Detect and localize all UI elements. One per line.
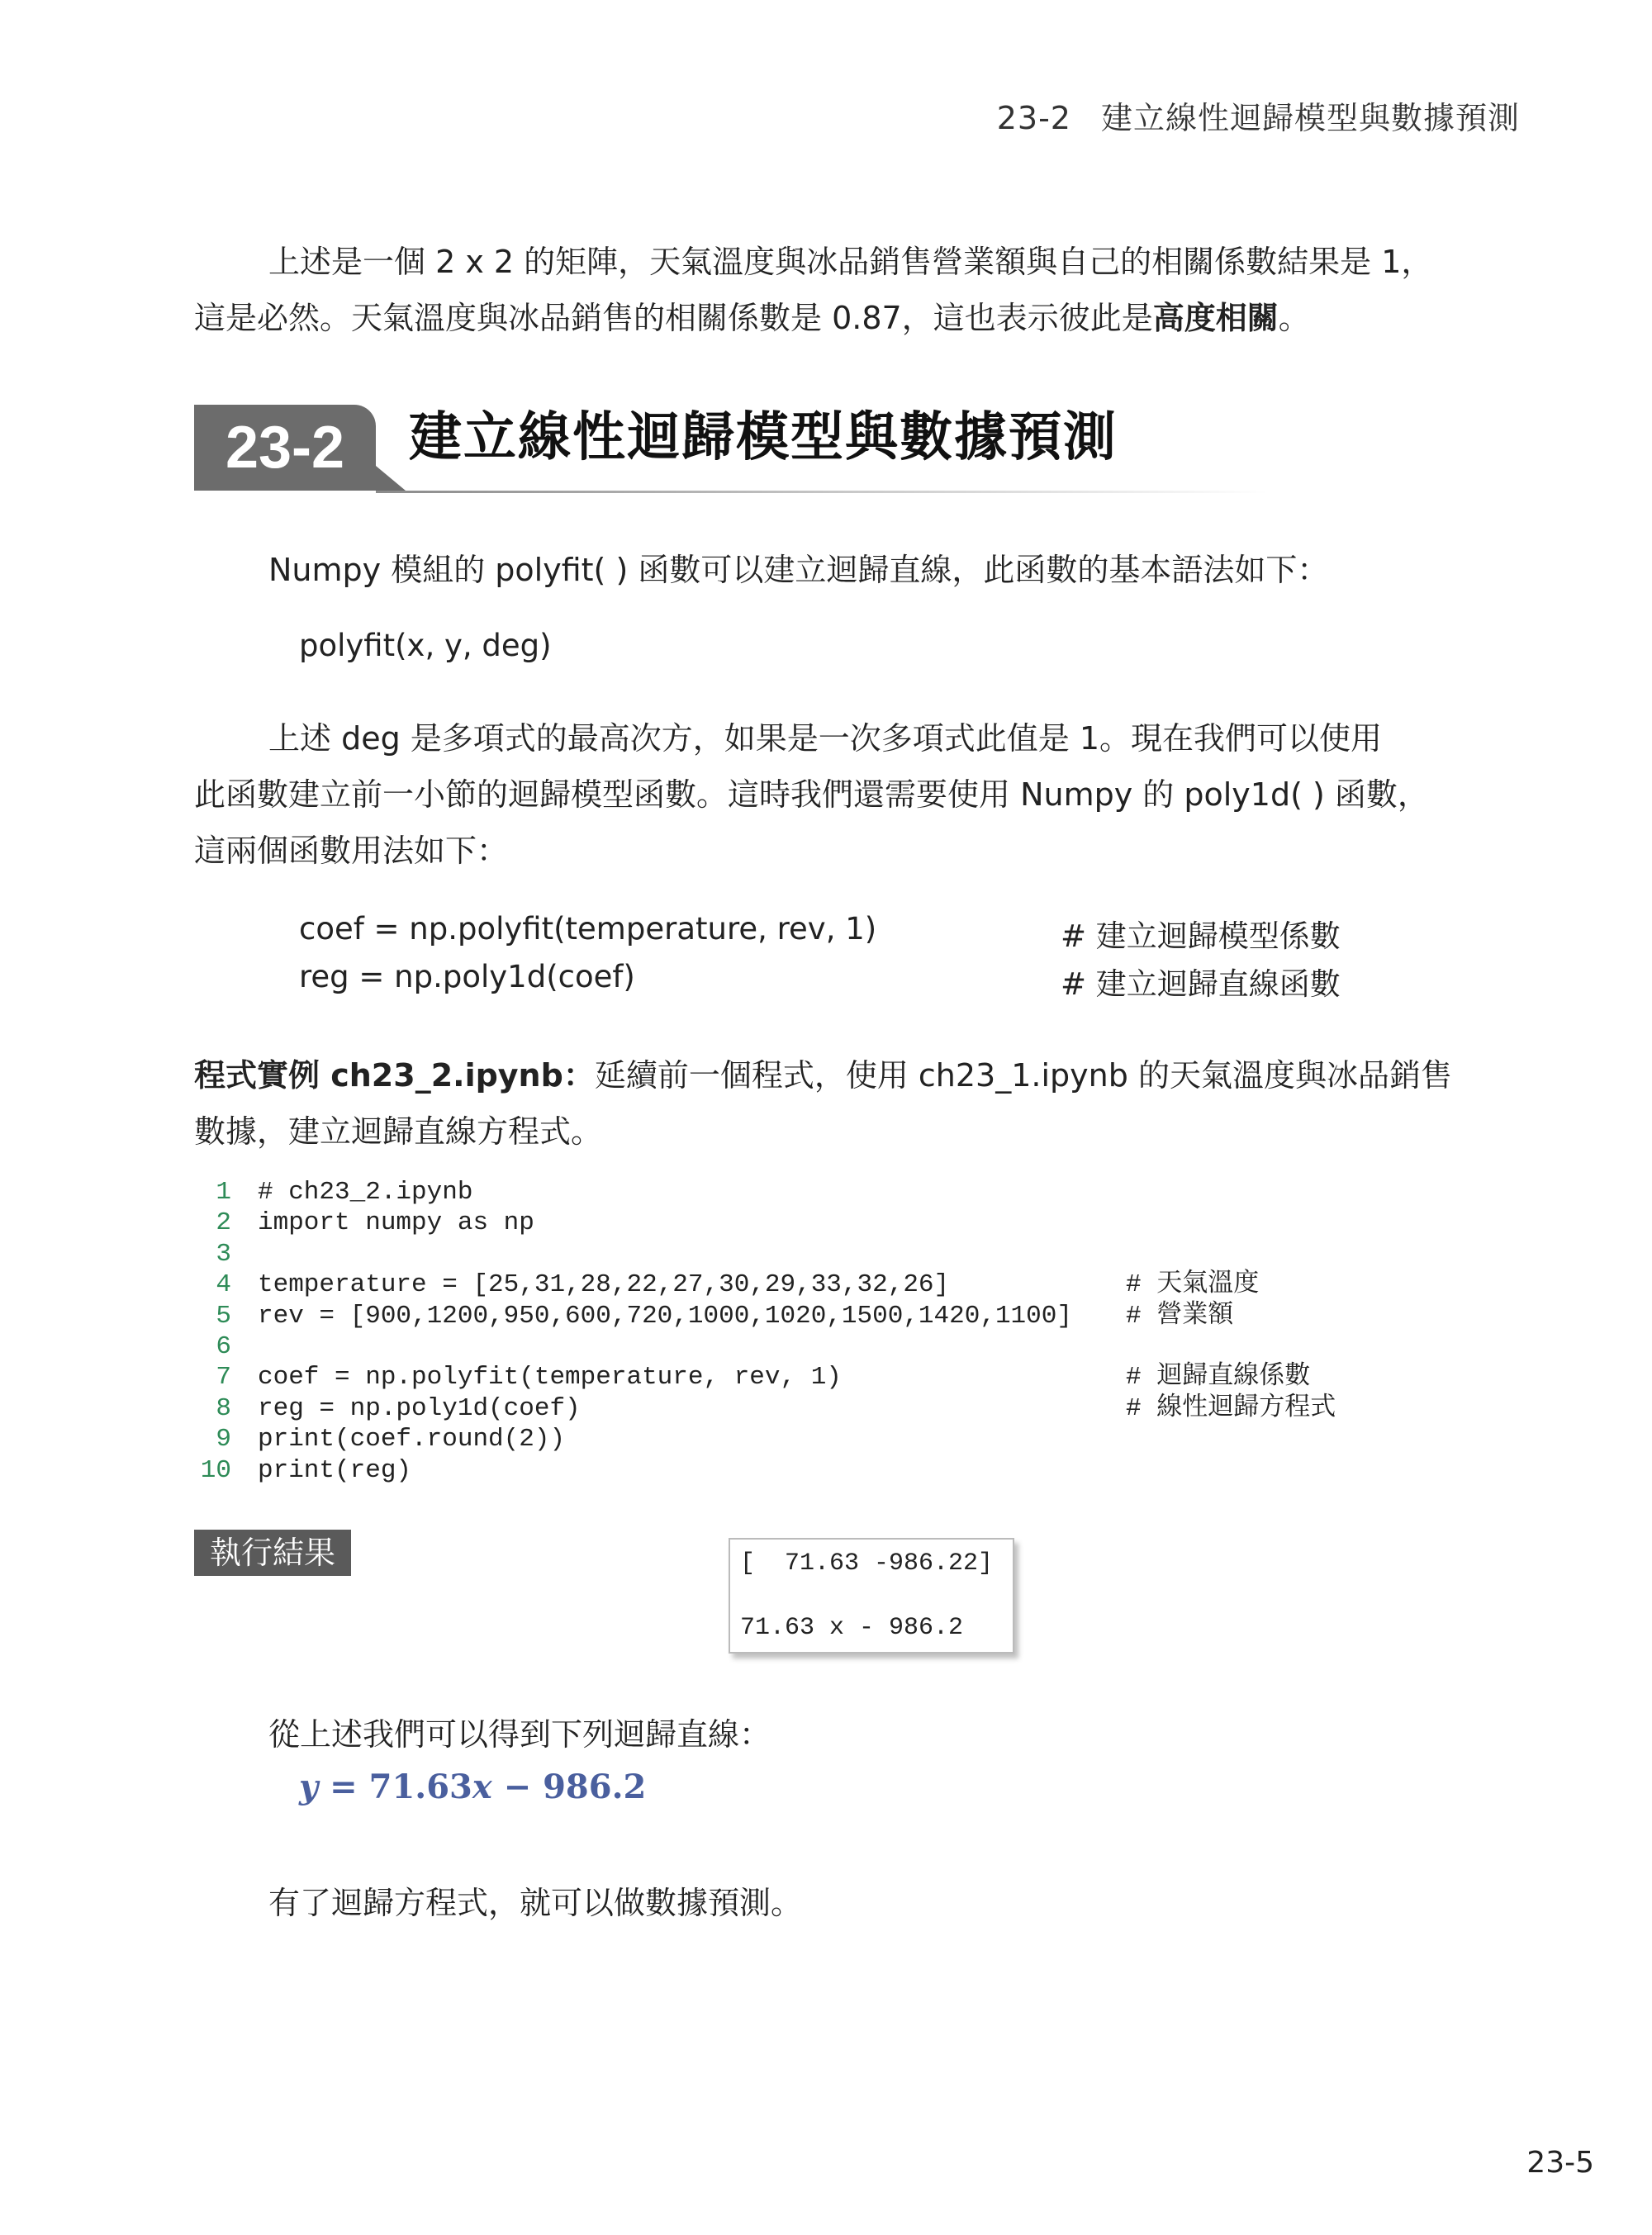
code-text: reg = np.poly1d(coef) bbox=[258, 1393, 581, 1423]
paragraph-regression-line bbox=[194, 1706, 1516, 1763]
banner-notch bbox=[376, 466, 406, 491]
paragraph-correlation bbox=[194, 234, 1516, 346]
para5-text: 有了迴歸方程式，就可以做數據預測。 bbox=[268, 1885, 803, 1921]
code-text: # ch23_2.ipynb bbox=[258, 1178, 473, 1207]
equation-rest: − 986.2 bbox=[491, 1768, 647, 1806]
code-text: import numpy as np bbox=[258, 1208, 534, 1238]
line-number: 7 bbox=[216, 1363, 231, 1393]
output-line-1: [ 71.63 -986.22] bbox=[740, 1549, 994, 1578]
code-line bbox=[194, 1393, 1433, 1424]
para1-line2-pre: 這是必然。天氣溫度與冰品銷售的相關係數是 0.87，這也表示彼此是 bbox=[194, 300, 1153, 336]
line-number: 6 bbox=[216, 1331, 231, 1361]
equation-x: x bbox=[472, 1768, 492, 1806]
line-number: 10 bbox=[200, 1455, 231, 1485]
running-header-title: 建立線性迴歸模型與數據預測 bbox=[1100, 100, 1520, 136]
para3-line1: 上述 deg 是多項式的最高次方，如果是一次多項式此值是 1。現在我們可以使用 bbox=[268, 720, 1383, 757]
line-number: 4 bbox=[216, 1270, 231, 1300]
result-label: 執行結果 bbox=[194, 1530, 351, 1576]
paragraph-polyfit-intro bbox=[194, 542, 1516, 598]
paragraph-prediction bbox=[194, 1875, 1516, 1931]
example-label: 程式實例 ch23_2.ipynb： bbox=[194, 1057, 595, 1094]
usage-comment-1: # 建立迴歸模型係數 bbox=[1061, 918, 1341, 954]
code-line bbox=[194, 1455, 1433, 1486]
running-header bbox=[997, 93, 1520, 138]
code-line bbox=[194, 1362, 1433, 1393]
syntax-line: polyfit(x, y, deg) bbox=[299, 628, 552, 663]
line-number: 9 bbox=[216, 1425, 231, 1454]
usage-code-1: coef = np.polyfit(temperature, rev, 1) bbox=[299, 911, 877, 947]
code-text: rev = [900,1200,950,600,720,1000,1020,1500,1420,1100] bbox=[258, 1301, 1072, 1331]
line-number: 1 bbox=[216, 1178, 231, 1207]
code-listing bbox=[194, 1177, 1433, 1486]
code-text: coef = np.polyfit(temperature, rev, 1) bbox=[258, 1363, 842, 1393]
output-box bbox=[729, 1538, 1014, 1654]
page-number: 23-5 bbox=[1526, 2146, 1594, 2180]
para2-text: Numpy 模組的 polyfit( ) 函數可以建立迴歸直線，此函數的基本語法如下： bbox=[268, 552, 1329, 588]
para1-line2-post: 。 bbox=[1278, 300, 1310, 336]
code-line bbox=[194, 1269, 1433, 1300]
line-number: 8 bbox=[216, 1393, 231, 1423]
section-rule bbox=[376, 491, 1268, 493]
code-line bbox=[194, 1239, 1433, 1269]
code-comment: # 迴歸直線係數 bbox=[1126, 1363, 1311, 1393]
code-text: print(coef.round(2)) bbox=[258, 1425, 566, 1454]
example-paragraph bbox=[194, 1047, 1516, 1160]
code-text: print(reg) bbox=[258, 1455, 412, 1485]
code-line bbox=[194, 1331, 1433, 1362]
section-heading bbox=[194, 396, 1268, 494]
line-number: 5 bbox=[216, 1301, 231, 1331]
equation-eq: = 71.63 bbox=[318, 1768, 472, 1806]
line-number: 3 bbox=[216, 1239, 231, 1269]
running-header-section: 23-2 bbox=[996, 100, 1071, 136]
example-line2: 數據，建立迴歸直線方程式。 bbox=[194, 1113, 603, 1150]
paragraph-deg bbox=[194, 710, 1516, 879]
usage-code-2: reg = np.poly1d(coef) bbox=[299, 959, 635, 994]
regression-equation bbox=[299, 1768, 646, 1806]
output-line-2: 71.63 x - 986.2 bbox=[740, 1614, 964, 1642]
para1-bold: 高度相關 bbox=[1152, 300, 1279, 336]
equation-y: y bbox=[299, 1768, 319, 1806]
para3-line2: 此函數建立前一小節的迴歸模型函數。這時我們還需要使用 Numpy 的 poly1d( ) 函數， bbox=[194, 776, 1429, 813]
code-line bbox=[194, 1177, 1433, 1208]
code-line bbox=[194, 1301, 1433, 1331]
para4-text: 從上述我們可以得到下列迴歸直線： bbox=[268, 1716, 771, 1753]
code-line bbox=[194, 1424, 1433, 1454]
para3-line3: 這兩個函數用法如下： bbox=[194, 833, 509, 869]
code-line bbox=[194, 1208, 1433, 1238]
usage-comment-2: # 建立迴歸直線函數 bbox=[1061, 966, 1341, 1002]
code-comment: # 天氣溫度 bbox=[1126, 1270, 1260, 1300]
code-text: temperature = [25,31,28,22,27,30,29,33,32,26] bbox=[258, 1270, 950, 1300]
section-number: 23-2 bbox=[194, 405, 376, 491]
line-number: 2 bbox=[216, 1208, 231, 1238]
code-comment: # 線性迴歸方程式 bbox=[1126, 1393, 1336, 1423]
code-comment: # 營業額 bbox=[1126, 1301, 1234, 1331]
example-line1: 延續前一個程式，使用 ch23_1.ipynb 的天氣溫度與冰品銷售 bbox=[594, 1057, 1452, 1094]
para1-line1: 上述是一個 2 x 2 的矩陣，天氣溫度與冰品銷售營業額與自己的相關係數結果是 1， bbox=[268, 244, 1433, 280]
section-title: 建立線性迴歸模型與數據預測 bbox=[409, 407, 1118, 468]
